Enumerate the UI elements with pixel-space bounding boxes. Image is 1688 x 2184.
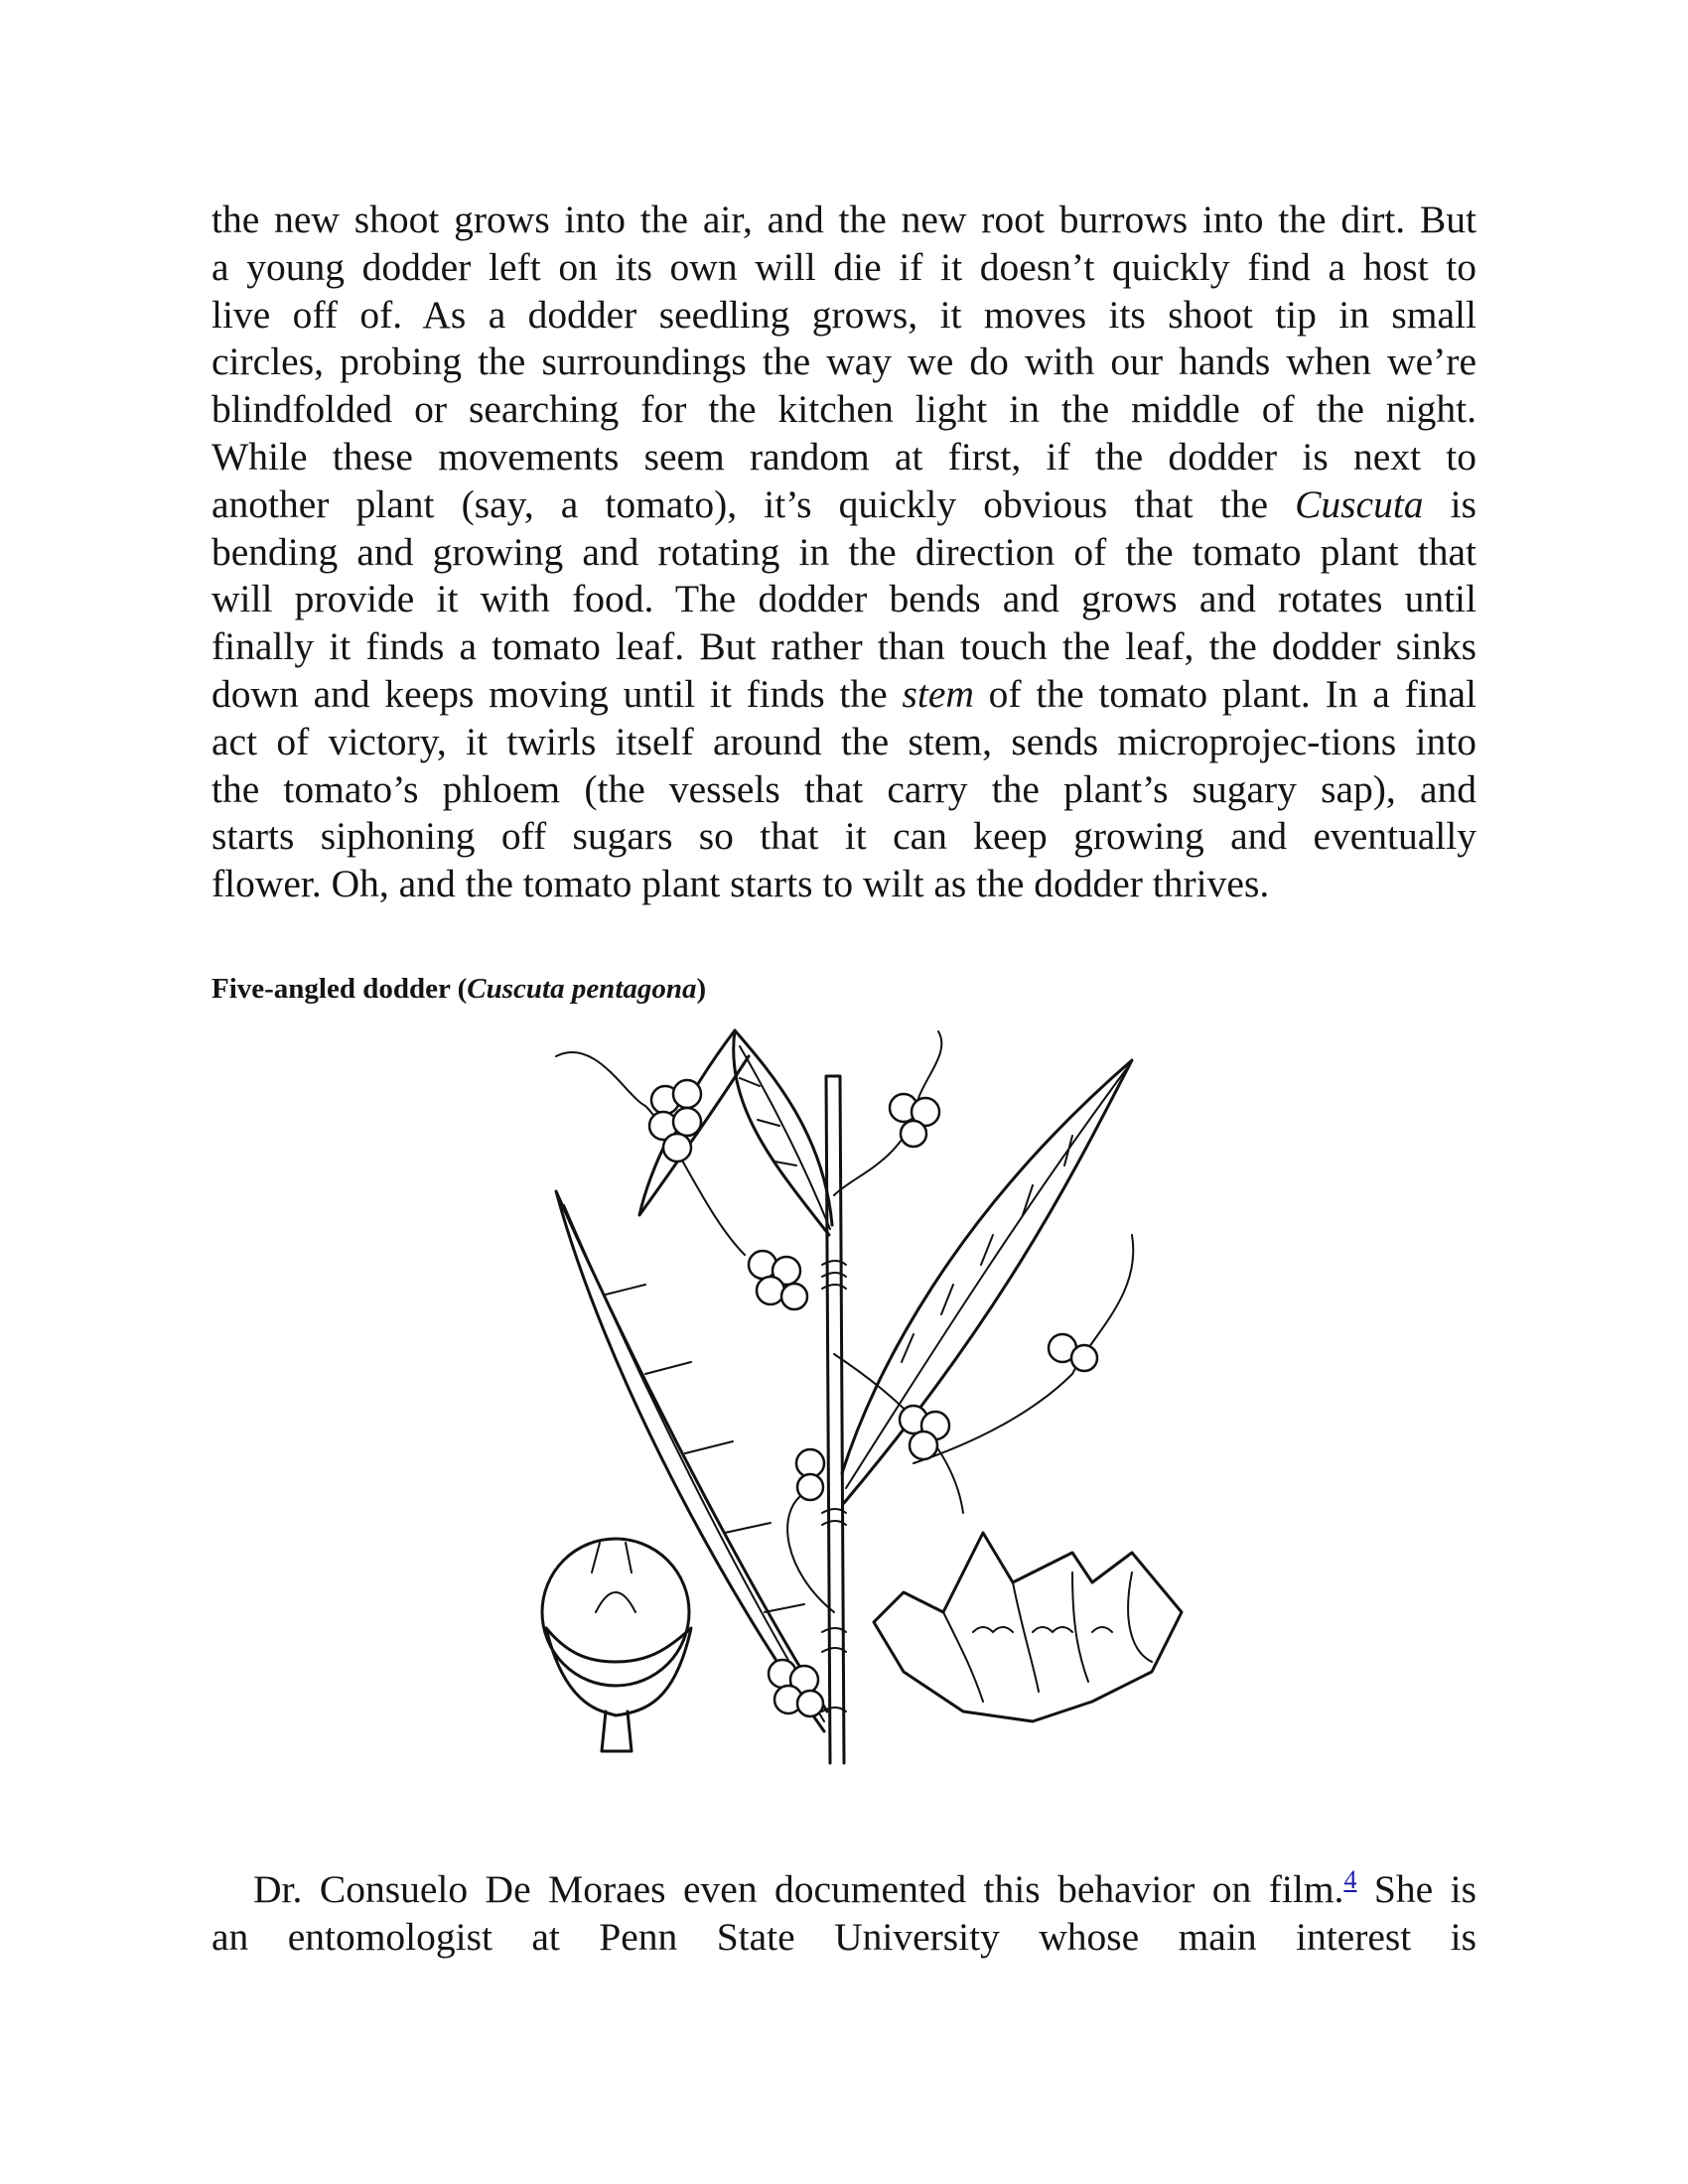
text-line: the new shoot grows into the air, and the new root burrows into the dirt. But	[211, 198, 1477, 241]
dodder-drawing-icon	[536, 1017, 1211, 1781]
flower-cluster	[1049, 1334, 1097, 1371]
caption-text: )	[696, 973, 707, 1005]
text-segment: Dr. Consuelo De Moraes even documented this behavior on film.	[253, 1867, 1344, 1911]
text-line	[211, 1866, 1477, 1914]
opened-corolla-detail	[874, 1533, 1182, 1721]
flower-cluster	[796, 1449, 824, 1500]
flower-cluster	[749, 1251, 807, 1309]
flower-cluster	[890, 1094, 939, 1147]
flower-bud-detail	[542, 1539, 691, 1751]
italic-term: stem	[902, 671, 974, 716]
text-segment: down and keeps moving until it finds the	[211, 671, 903, 716]
text-segment: another plant (say, a tomato), it’s quickly obvious that the	[211, 481, 1296, 526]
flower-cluster	[769, 1660, 823, 1716]
text-line: act of victory, it twirls itself around the stem, sends microprojec-tions into	[211, 719, 1477, 763]
text-segment: of the tomato plant. In a final	[973, 671, 1477, 716]
paragraph-de-moraes	[211, 1866, 1477, 1962]
text-segment: She is	[1356, 1867, 1477, 1911]
text-line: flower. Oh, and the tomato plant starts to wilt as the dodder thrives.	[211, 862, 1270, 906]
text-line	[211, 481, 1477, 529]
text-line: the tomato’s phloem (the vessels that carry the plant’s sugary sap), and	[211, 766, 1477, 811]
caption-text: Five-angled dodder (	[211, 973, 468, 1005]
footnote-link[interactable]: 4	[1343, 1864, 1357, 1894]
text-line: an entomologist at Penn State University whose main interest is	[211, 1914, 1477, 1959]
text-line: starts siphoning off sugars so that it can keep growing and eventually	[211, 814, 1477, 859]
flower-cluster	[649, 1080, 701, 1161]
text-line: live off of. As a dodder seedling grows, it moves its shoot tip in small	[211, 292, 1477, 337]
text-segment: is	[1423, 481, 1477, 526]
caption-species: Cuscuta pentagona	[467, 973, 697, 1005]
text-line: a young dodder left on its own will die if it doesn’t quickly find a host to	[211, 244, 1477, 289]
figure-caption	[211, 973, 706, 1006]
text-line: blindfolded or searching for the kitchen light in the middle of the night.	[211, 387, 1477, 432]
paragraph-dodder-behavior	[211, 197, 1477, 908]
text-line: finally it finds a tomato leaf. But rather than touch the leaf, the dodder sinks	[211, 624, 1477, 669]
text-line: bending and growing and rotating in the direction of the tomato plant that	[211, 529, 1477, 574]
text-line: circles, probing the surroundings the way we do with our hands when we’re	[211, 340, 1477, 384]
text-line: will provide it with food. The dodder bends and grows and rotates until	[211, 577, 1477, 621]
text-line: While these movements seem random at first, if the dodder is next to	[211, 434, 1477, 478]
text-line	[211, 671, 1477, 719]
dodder-illustration	[536, 1017, 1211, 1781]
italic-term: Cuscuta	[1295, 481, 1424, 526]
flower-cluster	[900, 1406, 949, 1459]
